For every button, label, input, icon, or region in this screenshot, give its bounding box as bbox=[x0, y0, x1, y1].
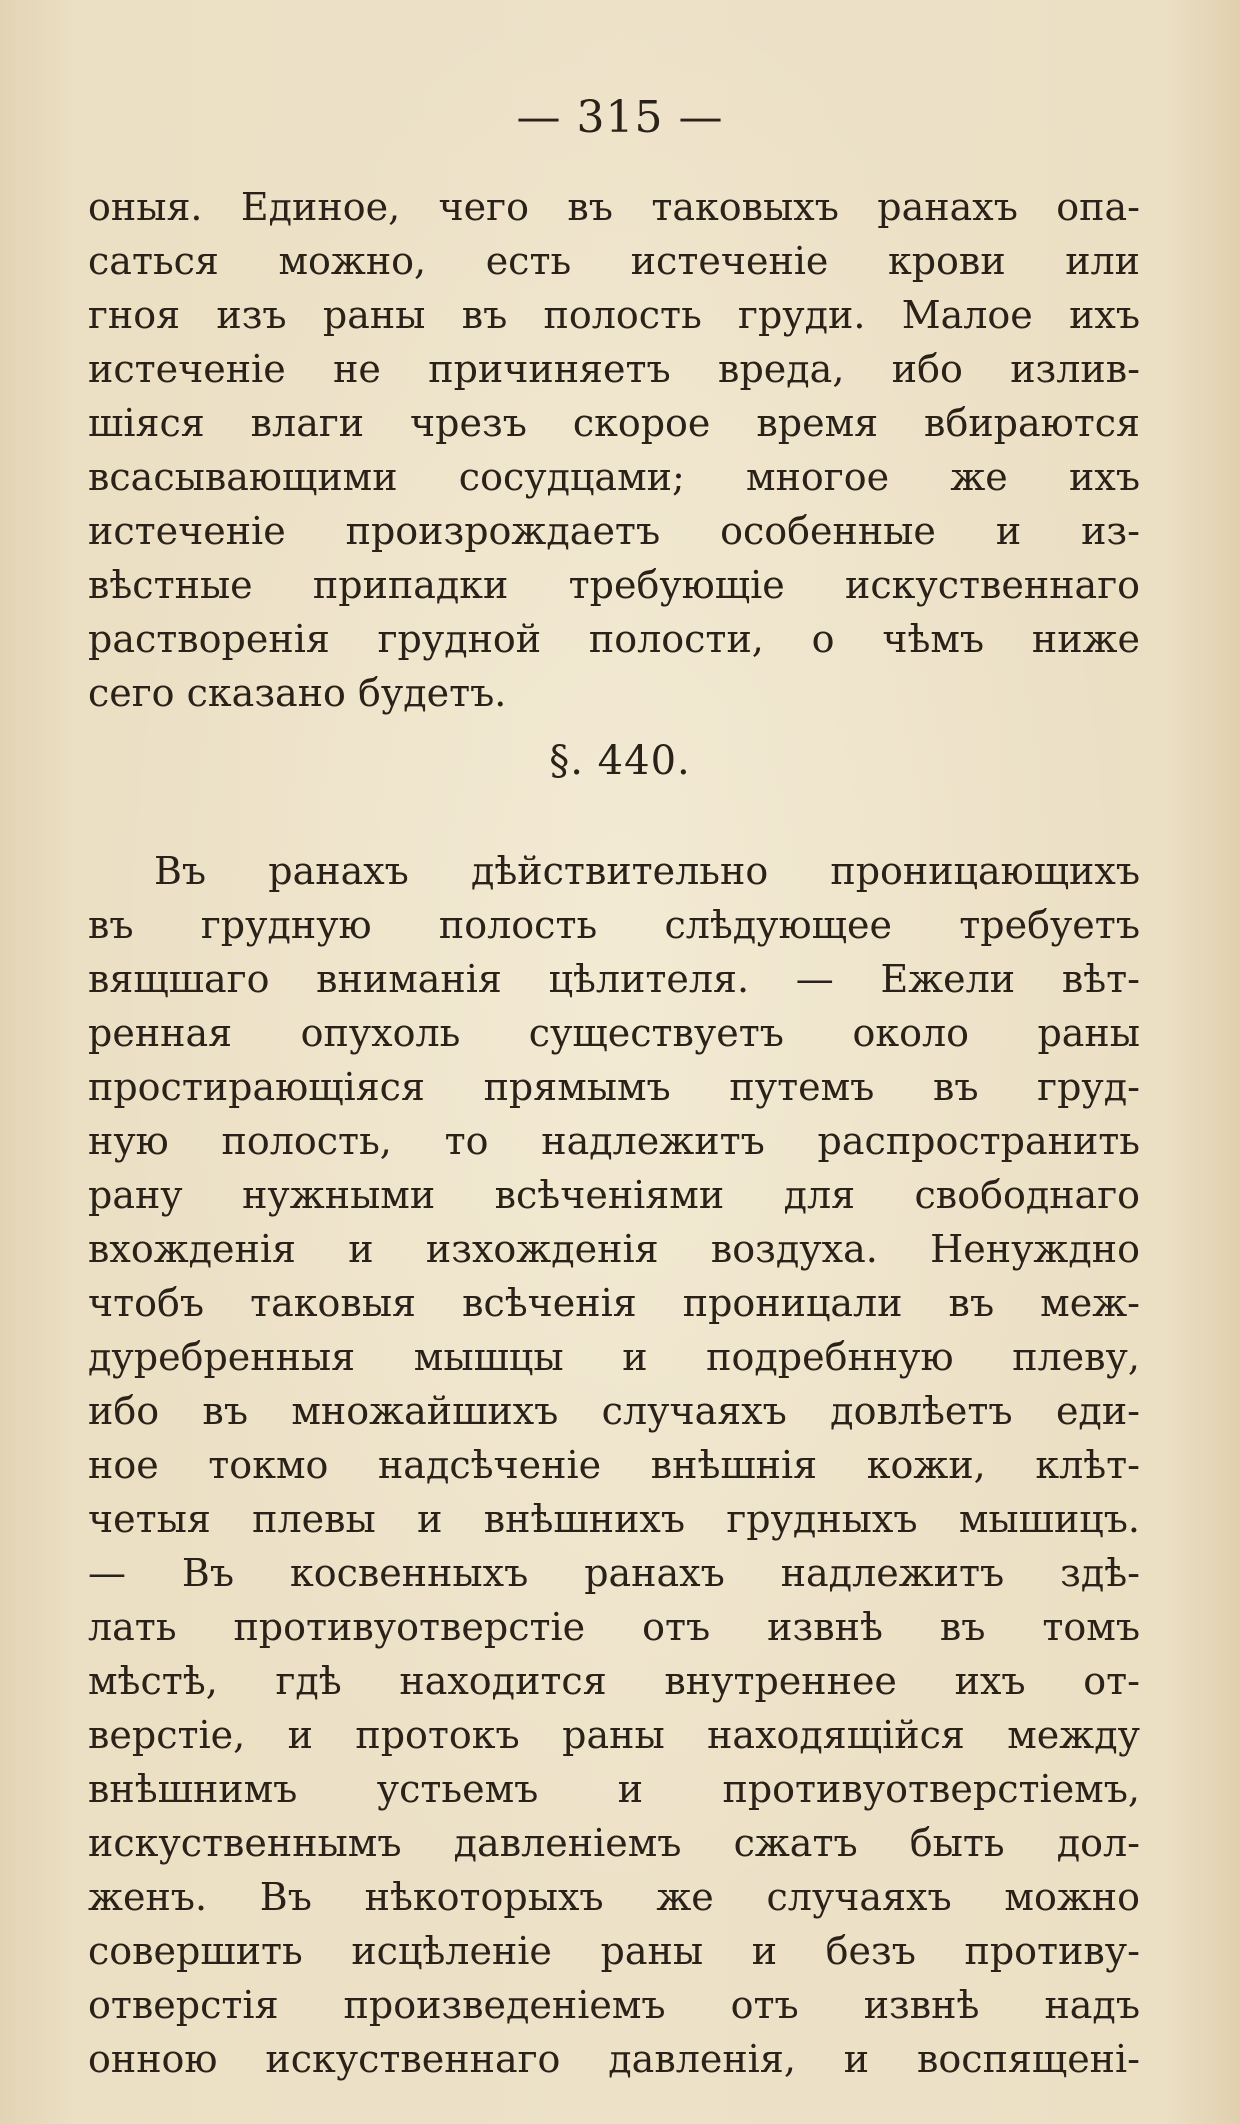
text-line: женъ. Въ нѣкоторыхъ же случаяхъ можно bbox=[88, 1875, 1140, 1919]
text-line: ное токмо надсѣченіе внѣшнія кожи, клѣт- bbox=[88, 1443, 1140, 1487]
text-line: истеченіе не причиняетъ вреда, ибо излив- bbox=[88, 347, 1140, 391]
text-line: оныя. Единое, чего въ таковыхъ ранахъ опа- bbox=[88, 185, 1140, 229]
text-line: онною искуственнаго давленія, и воспящені- bbox=[88, 2037, 1140, 2081]
text-line: вхожденія и изхожденія воздуха. Ненуждно bbox=[88, 1227, 1140, 1271]
section-heading: §. 440. bbox=[549, 738, 691, 784]
text-line: ную полость, то надлежитъ распространить bbox=[88, 1119, 1140, 1163]
text-line: совершить исцѣленіе раны и безъ противу- bbox=[88, 1929, 1140, 1973]
text-line: рану нужными всѣченіями для свободнаго bbox=[88, 1173, 1140, 1217]
text-line: истеченіе произрождаетъ особенные и из- bbox=[88, 509, 1140, 553]
text-line: въ грудную полость слѣдующее требуетъ bbox=[88, 903, 1140, 947]
text-line: Въ ранахъ дѣйствительно проницающихъ bbox=[154, 849, 1140, 893]
text-line: растворенія грудной полости, о чѣмъ ниже bbox=[88, 617, 1140, 661]
paragraph-section-440 bbox=[88, 844, 1140, 2086]
text-line: сего сказано будетъ. bbox=[88, 671, 507, 715]
text-line: ибо въ множайшихъ случаяхъ довлѣетъ еди- bbox=[88, 1389, 1140, 1433]
text-line: вѣстные припадки требующіе искуственнаго bbox=[88, 563, 1140, 607]
text-line: четыя плевы и внѣшнихъ грудныхъ мышицъ. bbox=[88, 1497, 1140, 1541]
text-line: дуребренныя мышцы и подребнную плеву, bbox=[88, 1335, 1140, 1379]
text-line: саться можно, есть истеченіе крови или bbox=[88, 239, 1140, 283]
text-line: гноя изъ раны въ полость груди. Малое ихъ bbox=[88, 293, 1140, 337]
text-line: внѣшнимъ устьемъ и противуотверстіемъ, bbox=[88, 1767, 1140, 1811]
text-line: верстіе, и протокъ раны находящійся между bbox=[88, 1713, 1140, 1757]
text-line: вящшаго вниманія цѣлителя. — Ежели вѣт- bbox=[88, 957, 1140, 1001]
page-number: — 315 — bbox=[516, 92, 724, 143]
text-line: всасывающими сосудцами; многое же ихъ bbox=[88, 455, 1140, 499]
text-line: мѣстѣ, гдѣ находится внутреннее ихъ от- bbox=[88, 1659, 1140, 1703]
text-line: лать противуотверстіе отъ извнѣ въ томъ bbox=[88, 1605, 1140, 1649]
text-line: — Въ косвенныхъ ранахъ надлежитъ здѣ- bbox=[88, 1551, 1140, 1595]
text-line: шіяся влаги чрезъ скорое время вбираются bbox=[88, 401, 1140, 445]
text-line: отверстія произведеніемъ отъ извнѣ надъ bbox=[88, 1983, 1140, 2027]
text-line: искуственнымъ давленіемъ сжатъ быть дол- bbox=[88, 1821, 1140, 1865]
text-line: чтобъ таковыя всѣченія проницали въ меж- bbox=[88, 1281, 1140, 1325]
text-line: простирающіяся прямымъ путемъ въ груд- bbox=[88, 1065, 1140, 1109]
text-line: ренная опухоль существуетъ около раны bbox=[88, 1011, 1140, 1055]
paragraph-continuation bbox=[88, 180, 1140, 720]
